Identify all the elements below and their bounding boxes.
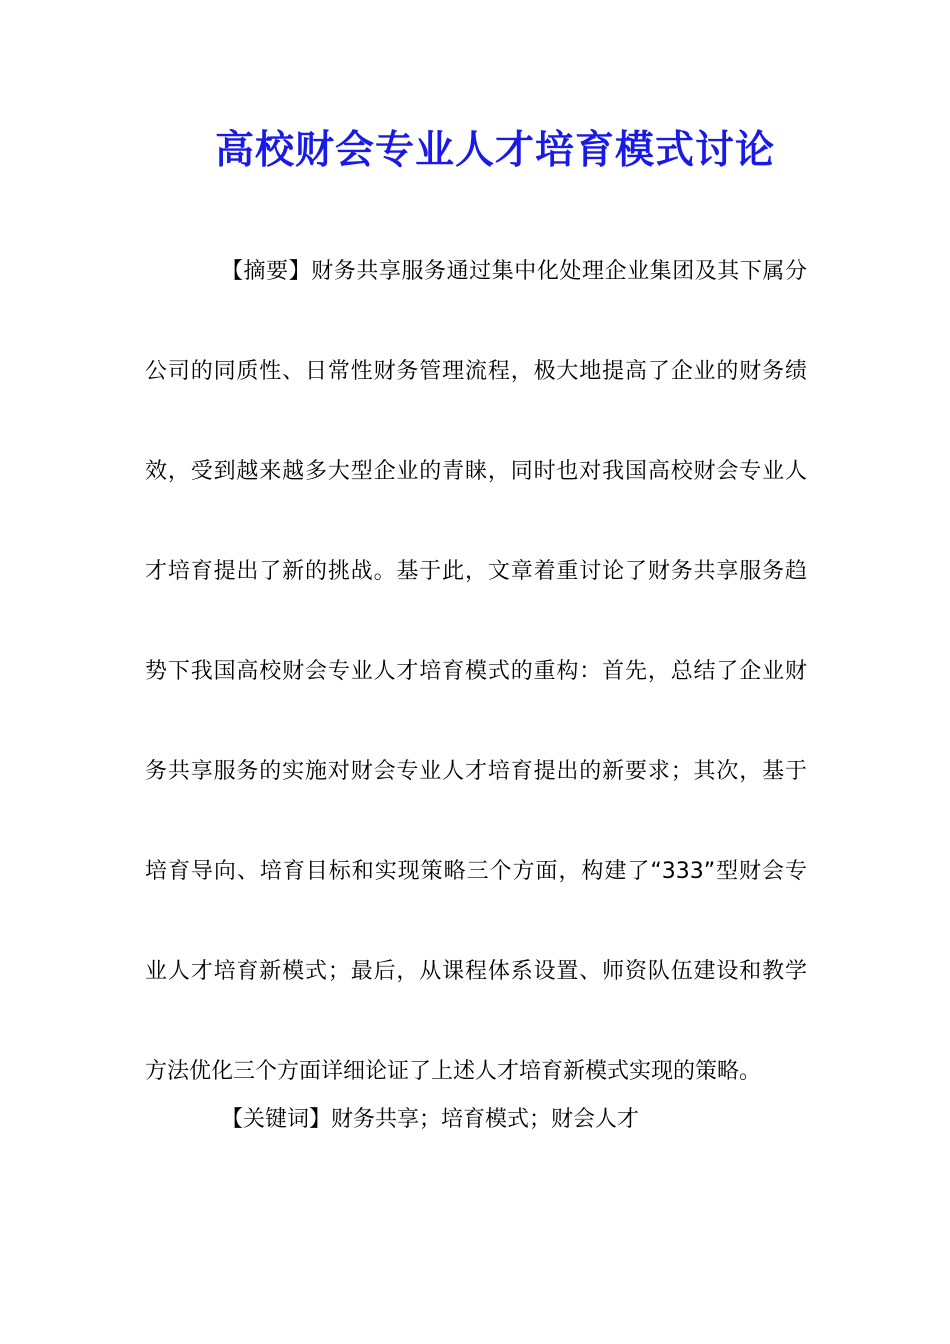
abstract-line: 业人才培育新模式；最后，从课程体系设置、师资队伍建设和教学	[145, 959, 807, 984]
keywords-line: 【关键词】财务共享；培育模式；财会人才	[221, 1107, 640, 1132]
abstract-line: 才培育提出了新的挑战。基于此，文章着重讨论了财务共享服务趋	[145, 559, 807, 584]
abstract-line: 公司的同质性、日常性财务管理流程，极大地提高了企业的财务绩	[145, 359, 807, 384]
abstract-line: 方法优化三个方面详细论证了上述人才培育新模式实现的策略。	[145, 1059, 762, 1084]
abstract-line: 务共享服务的实施对财会专业人才培育提出的新要求；其次，基于	[145, 759, 807, 784]
abstract-line: 效，受到越来越多大型企业的青睐，同时也对我国高校财会专业人	[145, 459, 807, 484]
abstract-paragraph	[145, 222, 807, 1122]
abstract-line: 【摘要】财务共享服务通过集中化处理企业集团及其下属分	[221, 259, 807, 284]
document-title: 高校财会专业人才培育模式讨论	[214, 127, 775, 173]
abstract-line: 培育导向、培育目标和实现策略三个方面，构建了“333”型财会专	[145, 859, 807, 884]
abstract-line: 势下我国高校财会专业人才培育模式的重构：首先，总结了企业财	[145, 659, 807, 684]
